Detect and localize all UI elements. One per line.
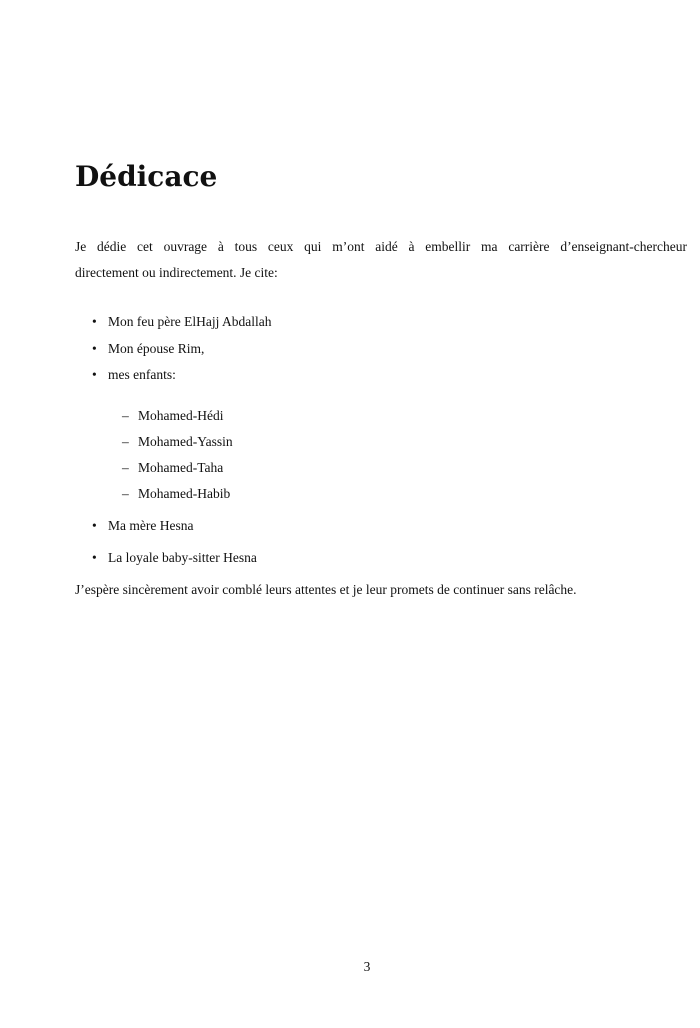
list-item-text: La loyale baby-sitter Hesna [108, 550, 257, 565]
sub-list-item: – Mohamed-Hédi [122, 408, 224, 423]
page-number: 3 [363, 959, 371, 974]
page-title: Dédicace [75, 160, 218, 193]
sub-list-item-text: Mohamed-Hédi [138, 408, 224, 423]
closing-paragraph: J’espère sincèrement avoir comblé leurs attentes et je leur promets de continuer sans relâche. [75, 582, 577, 597]
sub-list-item: – Mohamed-Habib [122, 486, 231, 501]
list-item: • Mon feu père ElHajj Abdallah [92, 314, 272, 329]
list-item: • mes enfants: [92, 367, 176, 382]
sub-list-item-text: Mohamed-Yassin [138, 434, 233, 449]
list-item-text: mes enfants: [108, 367, 176, 382]
list-item-text: Mon feu père ElHajj Abdallah [108, 314, 272, 329]
list-item: • Ma mère Hesna [92, 518, 194, 533]
list-item-text: Ma mère Hesna [108, 518, 194, 533]
list-item: • La loyale baby-sitter Hesna [92, 550, 257, 565]
list-item: • Mon épouse Rim, [92, 341, 205, 356]
sub-list-item: – Mohamed-Yassin [122, 434, 233, 449]
intro-line-1: Je dédie cet ouvrage à tous ceux qui m’ont aidé à embellir ma carrière d’enseignant-chercheur [75, 239, 687, 254]
intro-line-2: directement ou indirectement. Je cite: [75, 265, 278, 280]
sub-list-item-text: Mohamed-Habib [138, 486, 231, 501]
sub-list-item: – Mohamed-Taha [122, 460, 224, 475]
sub-list-item-text: Mohamed-Taha [138, 460, 224, 475]
list-item-text: Mon épouse Rim, [108, 341, 205, 356]
